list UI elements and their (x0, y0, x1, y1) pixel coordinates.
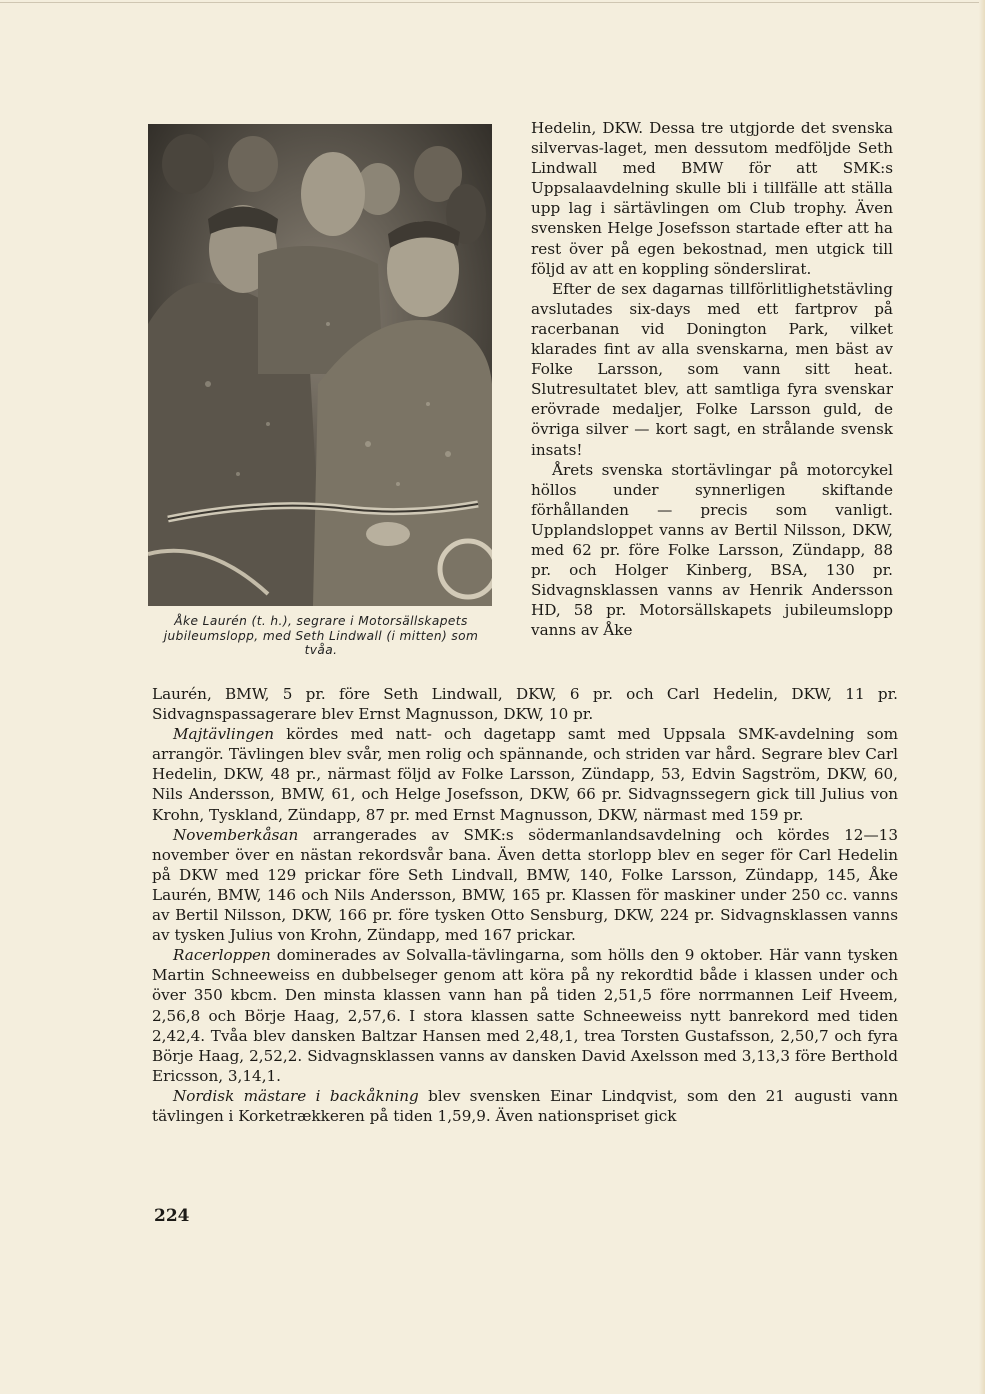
section-lead: Nordisk mästare i backåkning (173, 1086, 419, 1105)
paragraph (152, 825, 898, 946)
top-rule (0, 2, 985, 3)
section-lead: Majtävlingen (173, 725, 275, 744)
section-body: blev svensken Einar Lindqvist, som den 21 augusti vann tävlingen i Korketrækkeren på tiden 1,59,9. Även nationspriset gick (152, 1086, 898, 1125)
photo-caption: Åke Laurén (t. h.), segrare i Motorsällskapets jubileumslopp, med Seth Lindwall (i mitten) som tvåa. (163, 614, 479, 658)
section-body: kördes med natt- och dagetapp samt med Uppsala SMK-avdelning som arrangör. Tävlingen blev svår, men rolig och spännande, och striden var hård. Segrare blev Carl Hedelin, DKW, 48 pr., närmast följd av Folke Larsson, Zündapp, 53, Edvin Sagström, DKW, 60, Nils Andersson, BMW, 61, och Helge Josefsson, DKW, 66 pr. Sidvagnssegern gick till Julius von Krohn, Tyskland, Zündapp, 87 pr. med Ernst Magnusson, DKW, närmast med 159 pr. (152, 725, 898, 824)
right-column-text (531, 118, 893, 640)
paragraph (152, 1086, 898, 1126)
paragraph: Laurén, BMW, 5 pr. före Seth Lindwall, DKW, 6 pr. och Carl Hedelin, DKW, 11 pr. Sidvagnspassagerare blev Ernst Magnusson, DKW, 10 pr. (152, 685, 898, 724)
paragraph: Årets svenska stortävlingar på motorcykel höllos under synnerligen skiftande förhållanden — precis som vanligt. Upplandsloppet vanns av Bertil Nilsson, DKW, med 62 pr. före Folke Larsson, Zündapp, 88 pr. och Holger Kinberg, BSA, 130 pr. Sidvagnsklassen vanns av Henrik Andersson HD, 58 pr. Motorsällskapets jubileumslopp vanns av Åke (531, 460, 893, 640)
motorcyclists-photo (148, 124, 492, 606)
paragraph: Efter de sex dagarnas tillförlitlighetstävling avslutades six-days med ett fartprov på racerbanan vid Donington Park, vilket klarades fint av alla svenskarna, men bäst av Folke Larsson, som vann sitt heat. Slutresultatet blev, att samtliga fyra svenskar erövrade medaljer, Folke Larsson guld, de övriga silver — kort sagt, en strålande svensk insats! (531, 279, 893, 459)
paragraph (152, 945, 898, 1086)
section-body: arrangerades av SMK:s södermanlandsavdelning och kördes 12—13 november över en nästan rekordsvår bana. Även detta storlopp blev en seger för Carl Hedelin på DKW med 129 prickar före Seth Lindvall, BMW, 140, Folke Larsson, Zündapp, 145, Åke Laurén, BMW, 146 och Nils Andersson, BMW, 165 pr. Klassen för maskiner under 250 cc. vanns av Bertil Nilsson, DKW, 166 pr. före tysken Otto Sensburg, DKW, 224 pr. Sidvagnsklassen vanns av tysken Julius von Krohn, Zündapp, med 167 prickar. (152, 825, 898, 945)
section-lead: Novemberkåsan (173, 825, 299, 844)
page-number: 224 (154, 1206, 190, 1226)
full-width-text (152, 684, 898, 1126)
section-body: dominerades av Solvalla-tävlingarna, som hölls den 9 oktober. Här vann tysken Martin Schneeweiss en dubbelseger genom att köra på ny rekordtid både i klassen under och över 350 kbcm. Den minsta klassen vann han på tiden 2,51,5 före norrmannen Leif Hveem, 2,56,8 och Börje Haag, 2,57,6. I stora klassen satte Schneeweiss nytt banrekord med tiden 2,42,4. Tvåa blev dansken Baltzar Hansen med 2,48,1, trea Torsten Gustafsson, 2,50,7 och fyra Börje Haag, 2,52,2. Sidvagnsklassen vanns av dansken David Axelsson med 3,13,3 före Berthold Ericsson, 3,14,1. (152, 946, 898, 1085)
paragraph: Hedelin, DKW. Dessa tre utgjorde det svenska silvervas-laget, men dessutom medföljde Seth Lindwall med BMW för att SMK:s Uppsalaavdelning skulle bli i tillfälle att ställa upp lag i särtävlingen om Club trophy. Även svensken Helge Josefsson startade efter att ha rest över på egen bekostnad, men utgick till följd av att en koppling sönderslirat. (531, 119, 893, 278)
page-edge (979, 0, 985, 1394)
paragraph (152, 724, 898, 824)
section-lead: Racerloppen (173, 946, 271, 965)
figure (148, 124, 494, 658)
